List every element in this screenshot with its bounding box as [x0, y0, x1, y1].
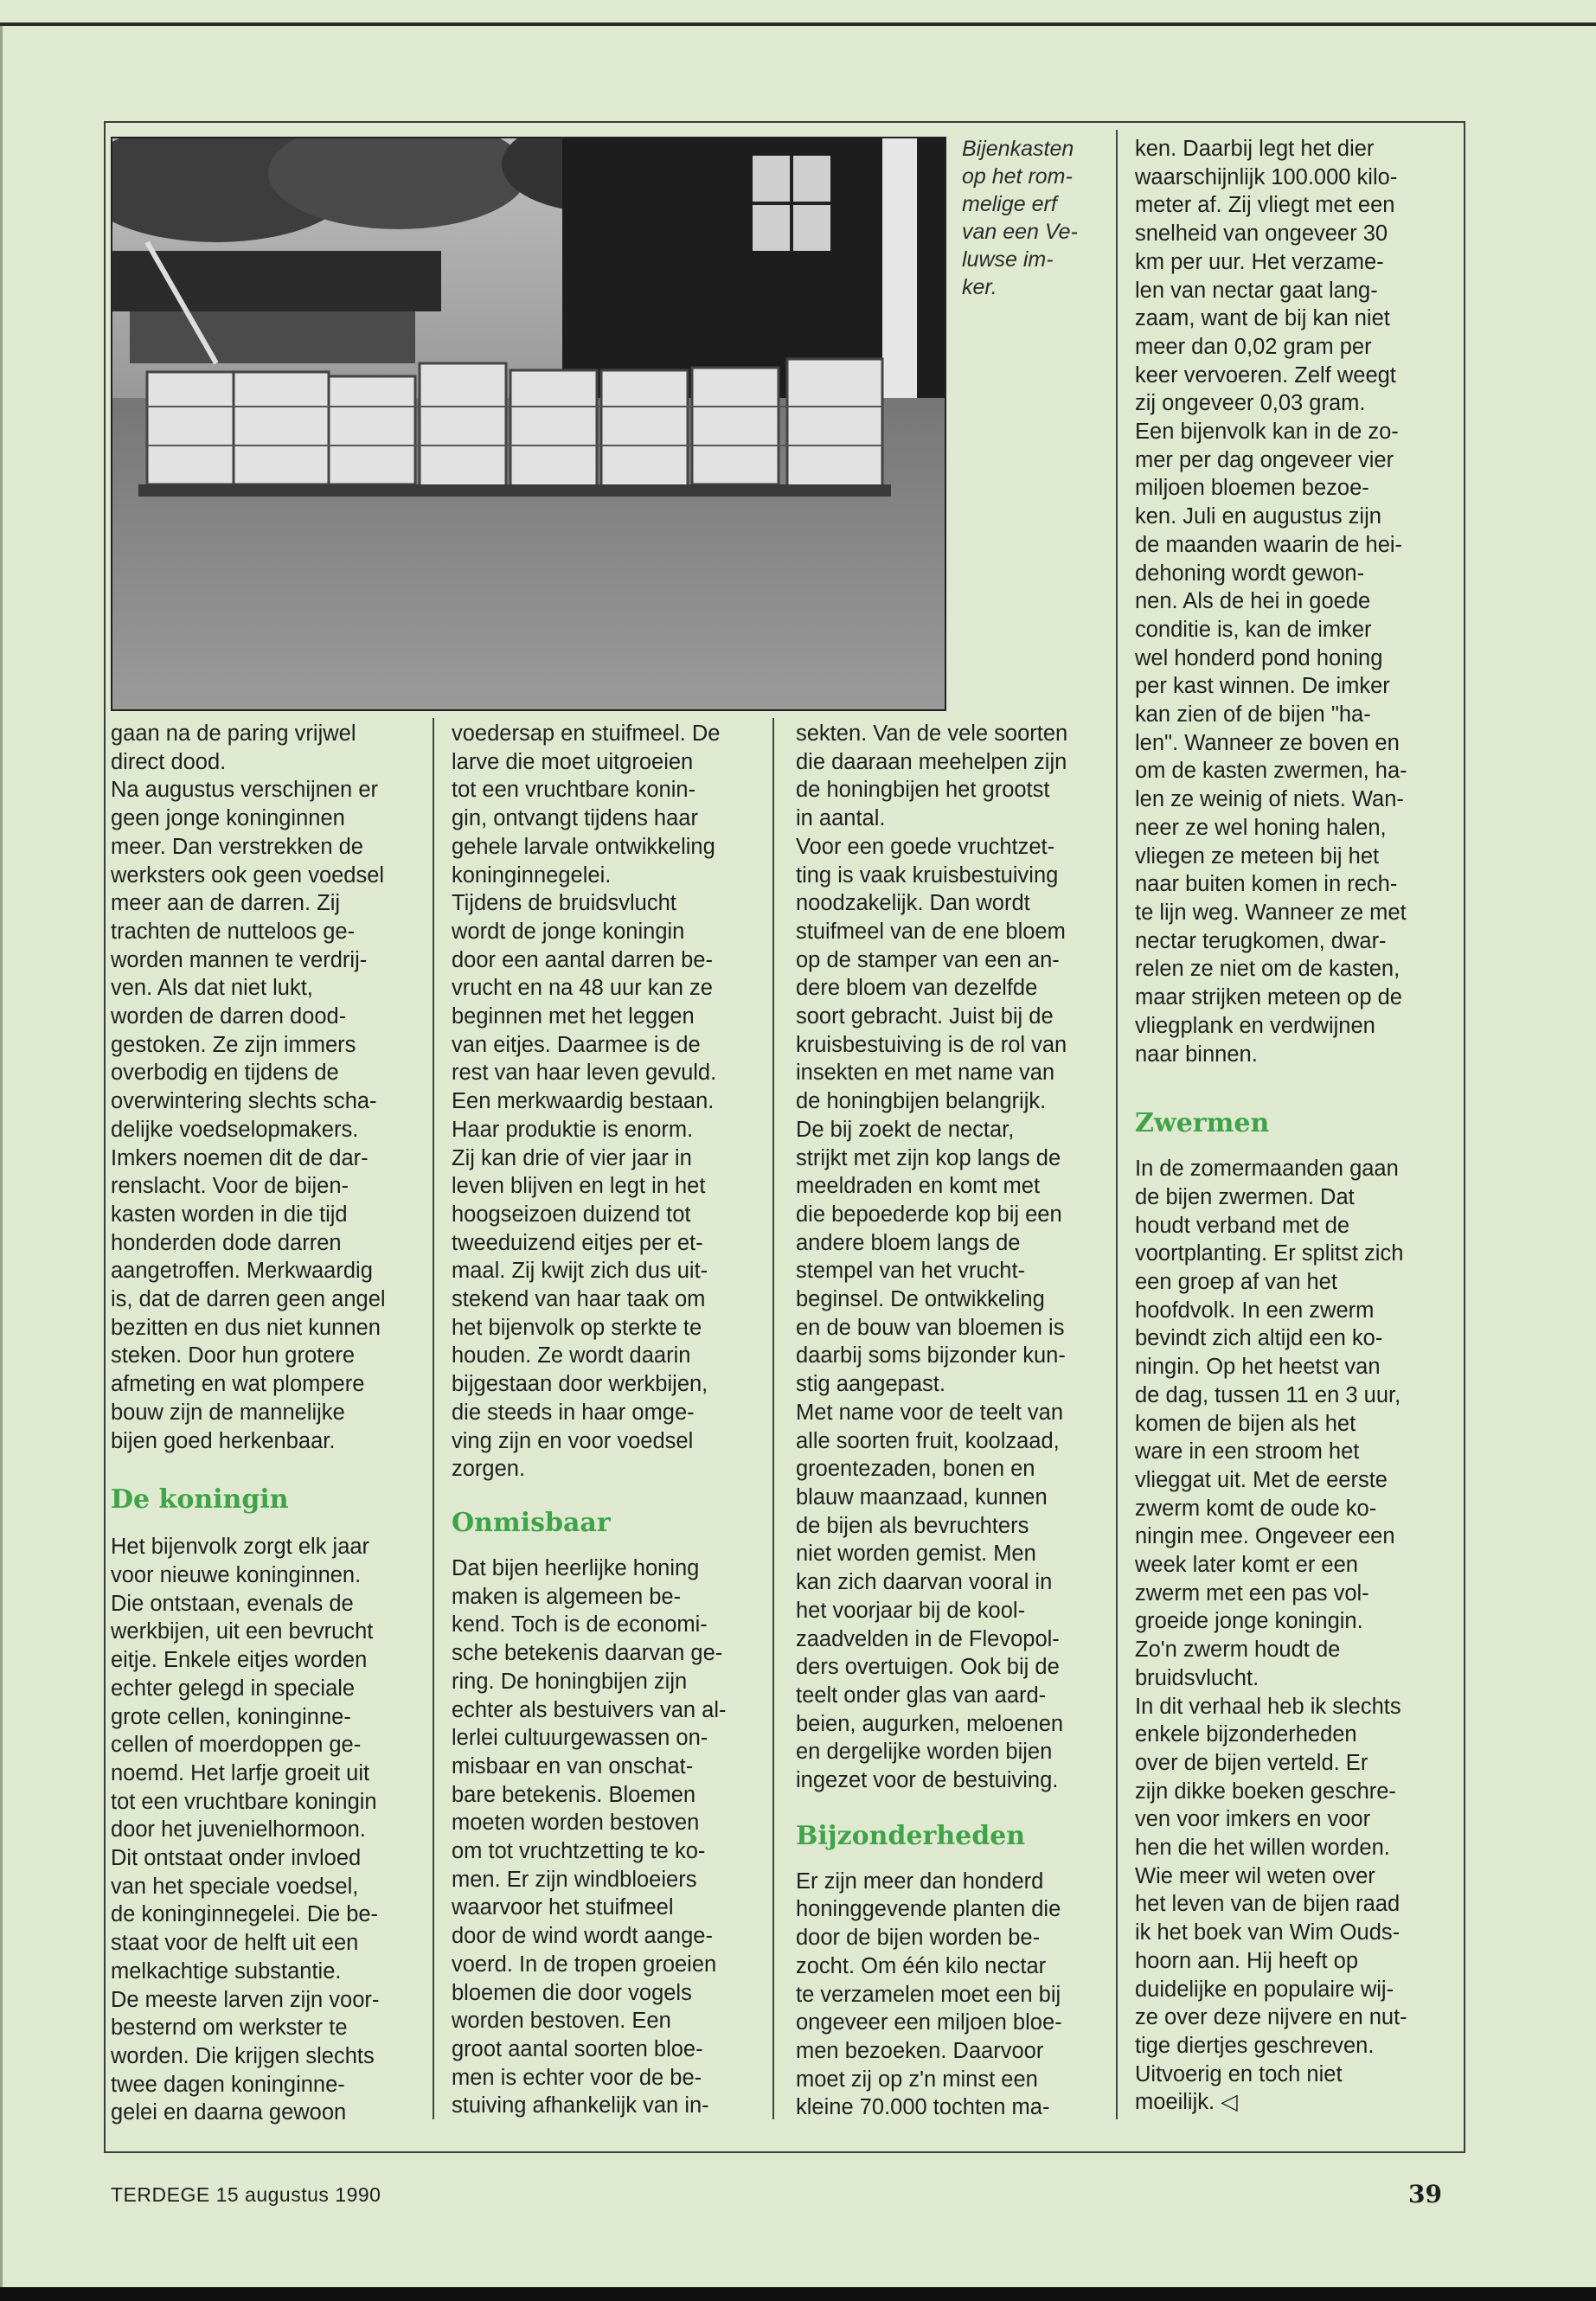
paragraph: Er zijn meer dan honderd honinggevende planten die door de bijen worden be- zocht. Om één kilo nectar te verzamelen moet een bij ongeveer een miljoen bloe- men bezoeken. Daarvoor moet zij op z'n minst een kleine 70.000 tochten ma- [796, 1868, 1062, 2120]
column-2 [452, 720, 763, 2120]
top-rule [0, 22, 1596, 26]
beehives-photo [111, 137, 946, 711]
heading-bijzonderheden: Bijzonderheden [796, 1820, 1026, 1851]
paragraph: voedersap en stuifmeel. De larve die moet uitgroeien tot een vruchtbare konin- gin, ontvangt tijdens haar gehele larvale ontwikkeling koninginnegelei. Tijdens de bruidsvlucht wordt de jonge koningin door een aantal darren be- vrucht en na 48 uur kan ze beginnen met het leggen van eitjes. Daarmee is de rest van haar leven gevuld. Een merkwaardig bestaan. Haar produktie is enorm. Zij kan drie of vier jaar in leven blijven en legt in het hoogseizoen duizend tot tweeduizend eitjes per et- maal. Zij kwijt zich dus uit- stekend van haar taak om het bijenvolk op sterkte te houden. Ze wordt daarin bijgestaan door werkbijen, die steeds in haar omge- ving zijn en voor voedsel zorgen. [452, 721, 721, 1482]
column-separator [433, 718, 434, 2119]
column-4 [1135, 135, 1455, 2117]
paragraph: In de zomermaanden gaan de bijen zwermen. Dat houdt verband met de voortplanting. Er splitst zich een groep af van het hoofdvolk. In een zwerm bevindt zich altijd een ko- ningin. Op het heetst van de dag, tussen 11 en 3 uur, komen de bijen als het ware in een stroom het vlieggat uit. Met de eerste zwerm komt de oude ko- ningin mee. Ongeveer een week later komt er een zwerm met een pas vol- groeide jonge koningin. Zo'n zwerm houdt de bruidsvlucht. In dit verhaal heb ik slechts enkele bijzonderheden over de bijen verteld. Er zijn dikke boeken geschre- ven voor imkers en voor hen die het willen worden. Wie meer wil weten over het leven van de bijen raad ik het boek van Wim Ouds- hoorn aan. Hij heeft op duidelijke en populaire wij- ze over deze nijvere en nut- tige diertjes geschreven. Uitvoerig en toch niet moeilijk. ◁ [1135, 1157, 1407, 2115]
heading-zwermen: Zwermen [1135, 1108, 1270, 1139]
publication-footer: TERDEGE 15 augustus 1990 [111, 2183, 381, 2206]
column-1 [111, 720, 422, 2127]
paragraph: sekten. Van de vele soorten die daaraan meehelpen zijn de honingbijen het grootst in aantal. Voor een goede vruchtzet- ting is vaak kruisbestuiving noodzakelijk. Dan wordt stuifmeel van de ene bloem op de stamper van een an- dere bloem van dezelfde soort gebracht. Juist bij de kruisbestuiving is de rol van insekten en met name van de honingbijen belangrijk. De bij zoekt de nectar, strijkt met zijn kop langs de meeldraden en komt met die bepoederde kop bij een andere bloem langs de stempel van het vrucht- beginsel. De ontwikkeling en de bouw van bloemen is daarbij soms bijzonder kun- stig aangepast. Met name voor de teelt van alle soorten fruit, koolzaad, groentezaden, bonen en blauw maanzaad, kunnen de bijen als bevruchters niet worden gemist. Men kan zich daarvan vooral in het voorjaar bij de kool- zaadvelden in de Flevopol- ders overtuigen. Ook bij de teelt onder glas van aard- beien, augurken, meloenen en dergelijke worden bijen ingezet voor de bestuiving. [796, 721, 1068, 1793]
column-separator [1116, 130, 1118, 2119]
paragraph: ken. Daarbij legt het dier waarschijnlijk 100.000 kilo- meter af. Zij vliegt met een snelheid van ongeveer 30 km per uur. Het verzame- len van nectar gaat lang- zaam, want de bij kan niet meer dan 0,02 gram per keer vervoeren. Zelf weegt zij ongeveer 0,03 gram. Een bijenvolk kan in de zo- mer per dag ongeveer vier miljoen bloemen bezoe- ken. Juli en augustus zijn de maanden waarin de hei- dehoning wordt gewon- nen. Als de hei in goede conditie is, kan de imker wel honderd pond honing per kast winnen. De imker kan zien of de bijen "ha- len". Wanneer ze boven en om de kasten zwermen, ha- len ze weinig of niets. Wan- neer ze wel honing halen, vliegen ze meteen bij het naar buiten komen in rech- te lijn weg. Wanneer ze met nectar terugkomen, dwar- relen ze niet om de kasten, maar strijken meteen op de vliegplank en verdwijnen naar binnen. [1135, 137, 1407, 1067]
bottom-band [0, 2287, 1596, 2301]
paragraph: Het bijenvolk zorgt elk jaar voor nieuwe koninginnen. Die ontstaan, evenals de werkbijen, uit een bevrucht eitje. Enkele eitjes worden echter gelegd in speciale grote cellen, koninginne- cellen of moerdoppen ge- noemd. Het larfje groeit uit tot een vruchtbare koningin door het juvenielhormoon. Dit ontstaat onder invloed van het speciale voedsel, de koninginnegelei. Die be- staat voor de helft uit een melkachtige substantie. De meeste larven zijn voor- besternd om werkster te worden. Die krijgen slechts twee dagen koninginne- gelei en daarna gewoon [111, 1535, 380, 2125]
column-3 [796, 720, 1107, 2122]
heading-de-koningin: De koningin [111, 1484, 289, 1516]
page-edge [0, 26, 3, 2287]
heading-onmisbaar: Onmisbaar [452, 1507, 611, 1538]
page-number: 39 [1408, 2180, 1442, 2208]
paragraph: Dat bijen heerlijke honing maken is algemeen be- kend. Toch is de economi- sche betekenis daarvan ge- ring. De honingbijen zijn echter als bestuivers van al- lerlei cultuurgewassen on- misbaar en van onschat- bare betekenis. Bloemen moeten worden bestoven om tot vruchtzetting te ko- men. Er zijn windbloeiers waarvoor het stuifmeel door de wind wordt aange- voerd. In de tropen groeien bloemen die door vogels worden bestoven. Een groot aantal soorten bloe- men is echter voor de be- stuiving afhankelijk van in- [452, 1555, 727, 2118]
paragraph: gaan na de paring vrijwel direct dood. Na augustus verschijnen er geen jonge koninginnen meer. Dan verstrekken de werksters ook geen voedsel meer aan de darren. Zij trachten de nutteloos ge- worden mannen te verdrij- ven. Als dat niet lukt, worden de darren dood- gestoken. Ze zijn immers overbodig en tijdens de overwintering slechts scha- delijke voedselopmakers. Imkers noemen dit de dar- renslacht. Voor de bijen- kasten worden in die tijd honderden dode darren aangetroffen. Merkwaardig is, dat de darren geen angel bezitten en dus niet kunnen steken. Door hun grotere afmeting en wat plompere bouw zijn de mannelijke bijen goed herkenbaar. [111, 721, 386, 1453]
photo-caption: Bijenkasten op het rom- melige erf van een Ve- luwse im- ker. [962, 137, 1078, 299]
column-separator [772, 718, 774, 2119]
